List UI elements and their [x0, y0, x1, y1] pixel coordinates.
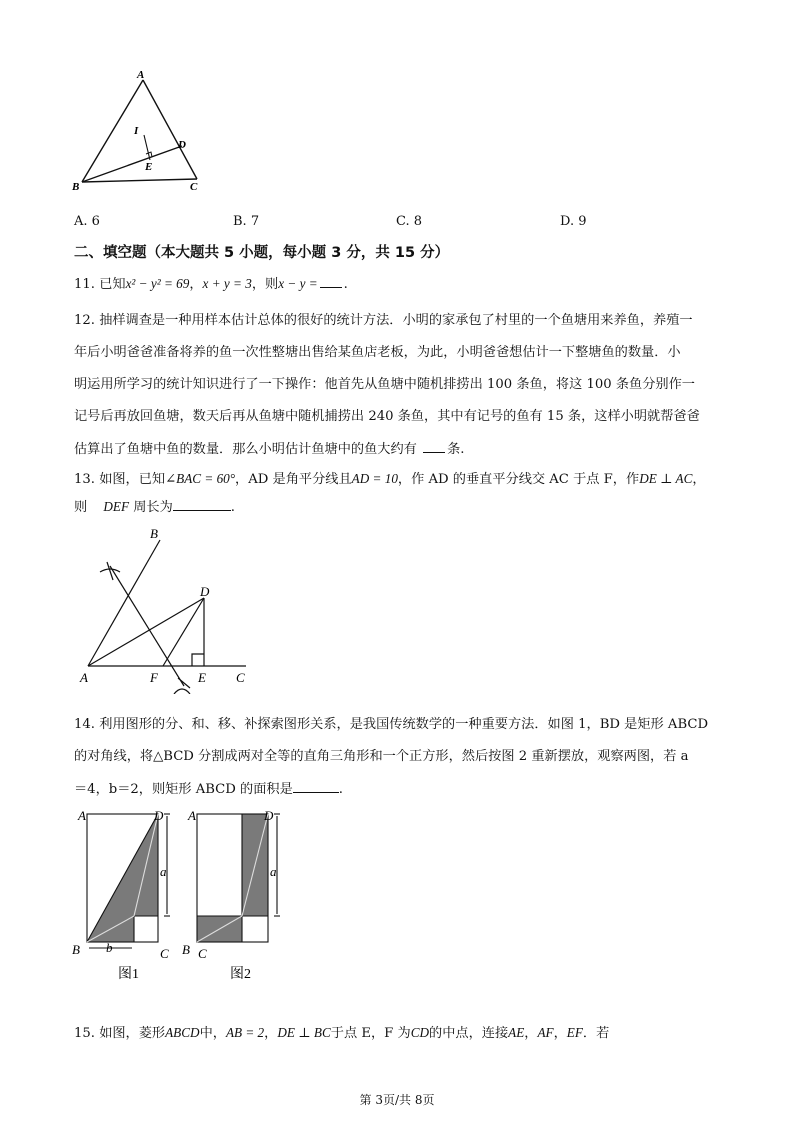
arc-mark-bottom	[174, 689, 190, 694]
label-b: B	[182, 942, 190, 957]
label-d: D	[154, 808, 164, 823]
arc-cross-top	[107, 562, 113, 580]
section-title-fill-in: 二、填空题（本大题共 5 小题，每小题 3 分，共 15 分）	[74, 245, 450, 261]
label-d: D	[264, 808, 274, 823]
q11-end: .	[343, 277, 348, 292]
question-12-line-5	[74, 440, 464, 459]
q13-angle: ∠BAC = 60°	[165, 471, 236, 486]
fig1-caption: 图1	[118, 967, 139, 982]
label-d: D	[200, 584, 210, 599]
q12-end: 条.	[447, 442, 465, 457]
q11-mid: ，则	[251, 277, 279, 292]
q15-af: AF	[537, 1025, 554, 1040]
q11-answer-blank[interactable]	[320, 275, 342, 288]
label-a: A	[80, 670, 88, 685]
q11-expr1: x² − y² = 69	[125, 276, 190, 291]
label-b: B	[72, 181, 80, 193]
segment-fd	[163, 598, 204, 666]
fig14-figure-1	[72, 808, 170, 982]
question-13-line-1	[74, 470, 706, 489]
ray-ab	[88, 540, 160, 666]
q12-answer-blank[interactable]	[423, 440, 445, 453]
label-b: B	[150, 526, 158, 541]
segment-ie	[144, 135, 150, 160]
q12-text-1: 抽样调查是一种用样本估计总体的很好的统计方法．小明的家承包了村里的一个鱼塘用来养鱼，养殖一	[99, 313, 693, 328]
question-13-line-2	[74, 498, 235, 517]
label-a: A	[137, 69, 145, 81]
q12-text-3: 明运用所学习的统计知识进行了一下操作：他首先从鱼塘中随机排捞出 100 条鱼，将这 100 条鱼分别作一	[74, 377, 695, 392]
perpendicular-bisector	[110, 566, 184, 686]
q14-text-2: 的对角线，将△BCD 分割成两对全等的直角三角形和一个正方形，然后按图 2 重新摆放，观察两图，若 a	[74, 749, 689, 764]
label-a: A	[78, 808, 86, 823]
q14-text-3: ＝4，b＝2，则矩形 ABCD 的面积是	[74, 782, 293, 797]
q13-end: .	[230, 500, 235, 515]
choice-b: B. 7	[233, 214, 260, 229]
label-c: C	[160, 946, 169, 961]
q12-text-4: 记号后再放回鱼塘，数天后再从鱼塘中随机捕捞出 240 条鱼，其中有记号的鱼有 15 条，这样小明就帮爸爸	[74, 409, 700, 424]
page-footer: 第 3页/共 8页	[359, 1093, 435, 1107]
q15-text-b: 中，	[199, 1026, 226, 1041]
label-c: C	[198, 946, 207, 961]
label-c: C	[190, 181, 198, 193]
q13-ad: AD = 10	[351, 471, 398, 486]
q13-text-d: ，	[692, 472, 706, 487]
question-12-line-1	[74, 312, 693, 330]
choice-c: C. 8	[396, 214, 423, 229]
q15-debc: DE ⊥ BC	[277, 1025, 331, 1040]
q13-triangle: DEF	[103, 499, 130, 514]
q15-text-d: 于点 E，F 为	[330, 1026, 411, 1041]
q10-triangle-figure	[70, 64, 210, 196]
q13-answer-blank[interactable]	[173, 498, 231, 511]
label-i: I	[134, 125, 139, 137]
label-e: E	[198, 670, 206, 685]
q15-text-a: 如图，菱形	[99, 1026, 166, 1041]
label-a: A	[188, 808, 196, 823]
label-c: C	[236, 670, 245, 685]
choice-a: A. 6	[74, 214, 100, 229]
q15-text-h: ．若	[582, 1026, 610, 1041]
fig2-caption: 图2	[230, 967, 251, 982]
q13-text-c: ，作 AD 的垂直平分线交 AC 于点 F，作	[397, 472, 640, 487]
label-e: E	[145, 161, 153, 173]
label-b: B	[72, 942, 80, 957]
segment-bd	[82, 146, 182, 182]
label-b-length: b	[106, 940, 113, 955]
q14-text-1: 利用图形的分、和、移、补探索图形关系，是我国传统数学的一种重要方法．如图 1，BD 是矩形 ABCD	[99, 717, 709, 732]
q12-text-5: 估算出了鱼塘中鱼的数量．那么小明估计鱼塘中的鱼大约有	[74, 442, 417, 457]
q15-ab: AB = 2	[225, 1025, 265, 1040]
label-a-length: a	[270, 864, 277, 879]
segment-ad	[88, 598, 204, 666]
q15-text-g: ，	[553, 1026, 567, 1041]
q15-cd: CD	[410, 1025, 430, 1040]
q11-expr3: x − y =	[278, 276, 318, 291]
q11-number: 11.	[74, 277, 95, 292]
q13-figure	[74, 524, 254, 694]
right-angle-mark	[192, 654, 204, 666]
question-14-line-1	[74, 716, 708, 734]
label-a-length: a	[160, 864, 167, 879]
q13-text-f: 周长为	[133, 500, 173, 515]
q13-text-b: ，AD 是角平分线且	[235, 472, 352, 487]
q12-number: 12.	[74, 313, 95, 328]
arc-cross-bottom	[178, 678, 190, 688]
question-14-line-3	[74, 780, 343, 799]
choice-d: D. 9	[560, 214, 587, 229]
q15-ae: AE	[508, 1025, 525, 1040]
q11-prefix: 已知	[99, 277, 126, 292]
q13-text-a: 如图，已知	[99, 472, 166, 487]
label-d: D	[178, 139, 186, 151]
label-f: F	[150, 670, 158, 685]
q12-text-2: 年后小明爸爸准备将养的鱼一次性整塘出售给某鱼店老板，为此，小明爸爸想估计一下整塘鱼的数量．小	[74, 345, 681, 360]
q14-figures	[70, 808, 290, 988]
q15-text-f: ，	[524, 1026, 538, 1041]
q15-ef: EF	[566, 1025, 583, 1040]
q11-expr2: x + y = 3	[202, 276, 252, 291]
q15-text-e: 的中点，连接	[429, 1026, 509, 1041]
question-15	[74, 1024, 609, 1043]
segment-bc	[82, 179, 197, 182]
q11-sep: ，	[189, 277, 203, 292]
q15-number: 15.	[74, 1026, 95, 1041]
q14-number: 14.	[74, 717, 95, 732]
q13-number: 13.	[74, 472, 95, 487]
fig14-figure-2	[182, 808, 280, 982]
q14-end: .	[338, 782, 343, 797]
question-11	[74, 275, 348, 294]
q15-abcd: ABCD	[165, 1025, 200, 1040]
q14-answer-blank[interactable]	[293, 780, 339, 793]
q15-text-c: ，	[264, 1026, 278, 1041]
q13-perp: DE ⊥ AC	[639, 471, 693, 486]
q13-text-e: 则	[74, 500, 88, 515]
